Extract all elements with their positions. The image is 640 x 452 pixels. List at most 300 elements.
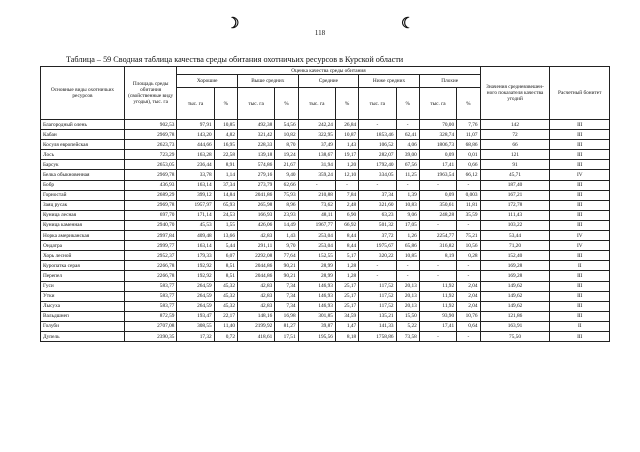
value-cell: 583,77 bbox=[124, 301, 176, 311]
header-unit-ha: тыс. га bbox=[177, 88, 214, 120]
value-cell: 0,66 bbox=[457, 160, 480, 170]
value-cell: 17,32 bbox=[177, 331, 214, 341]
bonitet-cell: III bbox=[550, 150, 610, 160]
bonitet-cell: III bbox=[550, 271, 610, 281]
value-cell: 17,05 bbox=[396, 220, 419, 230]
value-cell: 5,44 bbox=[214, 241, 237, 251]
value-cell: - bbox=[335, 180, 358, 190]
value-cell: 282,07 bbox=[359, 150, 396, 160]
avg-index-cell: 187,40 bbox=[480, 180, 550, 190]
value-cell: 68,86 bbox=[457, 140, 480, 150]
table-row bbox=[41, 241, 610, 251]
value-cell: 2997,84 bbox=[124, 231, 176, 241]
value-cell: 22,58 bbox=[214, 150, 237, 160]
header-area: Площадь среды обитания (свойственные виду угодья), тыс. га bbox=[124, 67, 176, 120]
page-number: 118 bbox=[314, 29, 326, 37]
value-cell: 34,59 bbox=[335, 311, 358, 321]
species-name-cell: Утки bbox=[41, 291, 125, 301]
value-cell: 0,64 bbox=[457, 321, 480, 331]
value-cell: 163,14 bbox=[177, 241, 214, 251]
value-cell: 146,93 bbox=[298, 301, 335, 311]
value-cell: 192,92 bbox=[177, 271, 214, 281]
value-cell: 253,04 bbox=[298, 241, 335, 251]
value-cell: 723,29 bbox=[124, 150, 176, 160]
value-cell: 93,90 bbox=[419, 311, 456, 321]
value-cell: 1957,97 bbox=[177, 200, 214, 210]
value-cell: 90,21 bbox=[275, 271, 298, 281]
value-cell: 2292,08 bbox=[237, 251, 274, 261]
value-cell: 11,81 bbox=[457, 200, 480, 210]
value-cell: 179,33 bbox=[177, 251, 214, 261]
value-cell: 2999,77 bbox=[124, 241, 176, 251]
value-cell: 77,64 bbox=[275, 251, 298, 261]
value-cell: 152,55 bbox=[298, 251, 335, 261]
table-row bbox=[41, 200, 610, 210]
header-quality: Оценка качества среды обитания bbox=[177, 67, 480, 75]
table-row bbox=[41, 160, 610, 170]
value-cell: 16,98 bbox=[275, 311, 298, 321]
value-cell: 1,28 bbox=[335, 271, 358, 281]
bonitet-cell: III bbox=[550, 301, 610, 311]
table-row bbox=[41, 301, 610, 311]
header-unit-ha: тыс. га bbox=[237, 88, 274, 120]
value-cell: - bbox=[457, 180, 480, 190]
value-cell: 10,87 bbox=[335, 130, 358, 140]
avg-index-cell: 111,43 bbox=[480, 210, 550, 220]
value-cell: 5,17 bbox=[335, 251, 358, 261]
value-cell: 501,32 bbox=[359, 220, 396, 230]
value-cell: - bbox=[359, 180, 396, 190]
value-cell: 2199,92 bbox=[237, 321, 274, 331]
species-name-cell: Куропатка серая bbox=[41, 261, 125, 271]
value-cell: 39,00 bbox=[396, 150, 419, 160]
value-cell: 192,92 bbox=[177, 261, 214, 271]
value-cell: 42,83 bbox=[237, 291, 274, 301]
value-cell: 37,72 bbox=[359, 231, 396, 241]
value-cell: 117,52 bbox=[359, 281, 396, 291]
value-cell: 444,66 bbox=[177, 140, 214, 150]
value-cell: 8,51 bbox=[214, 261, 237, 271]
value-cell: 426,06 bbox=[237, 220, 274, 230]
bonitet-cell: III bbox=[550, 180, 610, 190]
value-cell: 45,32 bbox=[214, 281, 237, 291]
table-row bbox=[41, 120, 610, 130]
value-cell: - bbox=[419, 331, 456, 341]
species-name-cell: Дупель bbox=[41, 331, 125, 341]
value-cell: 8,44 bbox=[335, 231, 358, 241]
value-cell: 4,82 bbox=[214, 130, 237, 140]
habitat-quality-table bbox=[40, 66, 610, 342]
value-cell: 17,41 bbox=[419, 160, 456, 170]
value-cell: 2940,70 bbox=[124, 220, 176, 230]
value-cell: 37,34 bbox=[214, 180, 237, 190]
value-cell: 10,56 bbox=[457, 241, 480, 251]
value-cell: 163,28 bbox=[177, 150, 214, 160]
avg-index-cell: 149,62 bbox=[480, 301, 550, 311]
avg-index-cell: 71,20 bbox=[480, 241, 550, 251]
avg-index-cell: 152,40 bbox=[480, 251, 550, 261]
value-cell: 39,87 bbox=[298, 321, 335, 331]
table-row bbox=[41, 180, 610, 190]
value-cell: 138,67 bbox=[298, 150, 335, 160]
value-cell: 66,92 bbox=[335, 220, 358, 230]
value-cell: 9,70 bbox=[275, 241, 298, 251]
value-cell: 25,17 bbox=[335, 291, 358, 301]
value-cell: 228,33 bbox=[237, 140, 274, 150]
value-cell: 10,76 bbox=[457, 311, 480, 321]
value-cell: 236,44 bbox=[177, 160, 214, 170]
value-cell: 10,82 bbox=[275, 130, 298, 140]
species-name-cell: Косуля европейская bbox=[41, 140, 125, 150]
value-cell: 492,38 bbox=[237, 120, 274, 130]
species-name-cell: Кабан bbox=[41, 130, 125, 140]
value-cell: 1806,73 bbox=[419, 140, 456, 150]
bonitet-cell: III bbox=[550, 291, 610, 301]
value-cell: 273,79 bbox=[237, 180, 274, 190]
value-cell: 1853,46 bbox=[359, 130, 396, 140]
value-cell: 35,59 bbox=[457, 210, 480, 220]
value-cell: 5,22 bbox=[396, 321, 419, 331]
value-cell: 75,21 bbox=[457, 231, 480, 241]
value-cell: 73,62 bbox=[298, 200, 335, 210]
value-cell: 9,40 bbox=[275, 170, 298, 180]
header-medium: Средние bbox=[298, 75, 359, 88]
bonitet-cell: IV bbox=[550, 241, 610, 251]
value-cell: 210,88 bbox=[298, 190, 335, 200]
value-cell: 2,04 bbox=[457, 301, 480, 311]
crescent-mark-right-icon: ☾ bbox=[401, 16, 415, 32]
value-cell: 19,24 bbox=[275, 150, 298, 160]
value-cell: 2653,05 bbox=[124, 160, 176, 170]
table-row bbox=[41, 140, 610, 150]
value-cell: 65,86 bbox=[396, 241, 419, 251]
bonitet-cell: III bbox=[550, 130, 610, 140]
value-cell: 7,84 bbox=[335, 190, 358, 200]
value-cell: 9,06 bbox=[396, 210, 419, 220]
header-unit-ha: тыс. га bbox=[298, 88, 335, 120]
avg-index-cell: 121 bbox=[480, 150, 550, 160]
value-cell: 1975,67 bbox=[359, 241, 396, 251]
value-cell: 359,24 bbox=[298, 170, 335, 180]
value-cell: 166,93 bbox=[237, 210, 274, 220]
value-cell: 12,10 bbox=[335, 170, 358, 180]
value-cell: 1967,77 bbox=[298, 220, 335, 230]
value-cell: 8,51 bbox=[214, 271, 237, 281]
table-row bbox=[41, 220, 610, 230]
value-cell: 350,61 bbox=[419, 200, 456, 210]
value-cell: 42,83 bbox=[237, 301, 274, 311]
value-cell: 42,83 bbox=[237, 281, 274, 291]
value-cell: 8,96 bbox=[275, 200, 298, 210]
species-name-cell: Белка обыкновенная bbox=[41, 170, 125, 180]
value-cell: 583,77 bbox=[124, 291, 176, 301]
value-cell: 409,48 bbox=[177, 231, 214, 241]
table-row bbox=[41, 331, 610, 341]
value-cell: 23,93 bbox=[275, 210, 298, 220]
value-cell: 11,07 bbox=[457, 130, 480, 140]
value-cell: 4,06 bbox=[396, 140, 419, 150]
bonitet-cell: IV bbox=[550, 231, 610, 241]
value-cell: 63,23 bbox=[359, 210, 396, 220]
value-cell: 1,26 bbox=[396, 231, 419, 241]
avg-index-cell: 169,28 bbox=[480, 271, 550, 281]
table-row bbox=[41, 291, 610, 301]
avg-index-cell: 72 bbox=[480, 130, 550, 140]
value-cell: 0,72 bbox=[214, 331, 237, 341]
value-cell: 65,93 bbox=[214, 200, 237, 210]
value-cell: 264,59 bbox=[177, 291, 214, 301]
value-cell: 279,16 bbox=[237, 170, 274, 180]
value-cell: 28,99 bbox=[298, 271, 335, 281]
value-cell: 15,50 bbox=[396, 311, 419, 321]
value-cell: 31,94 bbox=[298, 160, 335, 170]
value-cell: 25,17 bbox=[335, 301, 358, 311]
header-good: Хорошие bbox=[177, 75, 238, 88]
species-name-cell: Бобр bbox=[41, 180, 125, 190]
value-cell: 11,92 bbox=[419, 301, 456, 311]
value-cell: 90,21 bbox=[275, 261, 298, 271]
value-cell: 2266,78 bbox=[124, 271, 176, 281]
table-row bbox=[41, 321, 610, 331]
species-name-cell: Куница каменная bbox=[41, 220, 125, 230]
value-cell: 11,92 bbox=[419, 281, 456, 291]
bonitet-cell: III bbox=[550, 210, 610, 220]
value-cell: 2969,78 bbox=[124, 170, 176, 180]
value-cell: 2,04 bbox=[457, 291, 480, 301]
value-cell: 20,13 bbox=[396, 281, 419, 291]
value-cell: - bbox=[396, 271, 419, 281]
value-cell: - bbox=[396, 261, 419, 271]
value-cell: 322,95 bbox=[298, 130, 335, 140]
header-bonitet: Расчетный бонитет bbox=[550, 67, 610, 120]
table-row bbox=[41, 210, 610, 220]
value-cell: 13,66 bbox=[214, 231, 237, 241]
value-cell: 8,44 bbox=[335, 241, 358, 251]
bonitet-cell: III bbox=[550, 120, 610, 130]
value-cell: 10,83 bbox=[396, 200, 419, 210]
value-cell: 1,39 bbox=[396, 190, 419, 200]
value-cell: 17,51 bbox=[275, 331, 298, 341]
value-cell: 28,99 bbox=[298, 261, 335, 271]
header-below: Ниже средних bbox=[359, 75, 420, 88]
avg-index-cell: 169,28 bbox=[480, 261, 550, 271]
value-cell: 399,12 bbox=[177, 190, 214, 200]
value-cell: 2,04 bbox=[457, 281, 480, 291]
value-cell: 0,28 bbox=[457, 251, 480, 261]
species-name-cell: Перепел bbox=[41, 271, 125, 281]
table-row bbox=[41, 251, 610, 261]
value-cell: 6,90 bbox=[335, 210, 358, 220]
avg-index-cell: 149,62 bbox=[480, 281, 550, 291]
value-cell: 37,34 bbox=[359, 190, 396, 200]
value-cell: 2041,86 bbox=[237, 190, 274, 200]
value-cell: - bbox=[457, 331, 480, 341]
value-cell: 265,98 bbox=[237, 200, 274, 210]
value-cell: 193,47 bbox=[177, 311, 214, 321]
value-cell: 242,24 bbox=[298, 120, 335, 130]
value-cell: 8,91 bbox=[214, 160, 237, 170]
value-cell: 7,34 bbox=[275, 281, 298, 291]
table-row bbox=[41, 261, 610, 271]
species-name-cell: Вальдшнеп bbox=[41, 311, 125, 321]
value-cell: 25,17 bbox=[335, 281, 358, 291]
value-cell: 81,27 bbox=[275, 321, 298, 331]
value-cell: 97,91 bbox=[177, 120, 214, 130]
avg-index-cell: 163,91 bbox=[480, 321, 550, 331]
table-body bbox=[41, 120, 610, 342]
value-cell: 11,25 bbox=[396, 170, 419, 180]
header-unit-pct: % bbox=[214, 88, 237, 120]
header-species: Основные виды охотничьих ресурсов bbox=[41, 67, 125, 120]
value-cell: 33,78 bbox=[177, 170, 214, 180]
value-cell: 146,93 bbox=[298, 291, 335, 301]
value-cell: 14,49 bbox=[275, 220, 298, 230]
value-cell: 264,59 bbox=[177, 281, 214, 291]
species-name-cell: Благородный олень bbox=[41, 120, 125, 130]
header-above: Выше средних bbox=[237, 75, 298, 88]
bonitet-cell: III bbox=[550, 311, 610, 321]
value-cell: 1,47 bbox=[335, 321, 358, 331]
value-cell: 418,61 bbox=[237, 331, 274, 341]
value-cell: 62,66 bbox=[275, 180, 298, 190]
species-name-cell: Ондатра bbox=[41, 241, 125, 251]
value-cell: 8,18 bbox=[335, 331, 358, 341]
value-cell: - bbox=[396, 120, 419, 130]
avg-index-cell: 172,78 bbox=[480, 200, 550, 210]
value-cell: - bbox=[419, 180, 456, 190]
value-cell: 436,93 bbox=[124, 180, 176, 190]
value-cell: 20,13 bbox=[396, 291, 419, 301]
value-cell: 117,52 bbox=[359, 291, 396, 301]
avg-index-cell: 75,50 bbox=[480, 331, 550, 341]
bonitet-cell: III bbox=[550, 331, 610, 341]
bonitet-cell: III bbox=[550, 160, 610, 170]
value-cell: 19,17 bbox=[335, 150, 358, 160]
value-cell: 321,42 bbox=[237, 130, 274, 140]
value-cell: 143,20 bbox=[177, 130, 214, 140]
value-cell: 2044,86 bbox=[237, 261, 274, 271]
bonitet-cell: III bbox=[550, 190, 610, 200]
value-cell: 148,16 bbox=[237, 311, 274, 321]
value-cell: 334,05 bbox=[359, 170, 396, 180]
value-cell: 146,93 bbox=[298, 281, 335, 291]
value-cell: 8,70 bbox=[275, 140, 298, 150]
value-cell: 54,56 bbox=[275, 120, 298, 130]
bonitet-cell: III bbox=[550, 140, 610, 150]
species-name-cell: Хорь лесной bbox=[41, 251, 125, 261]
header-unit-pct: % bbox=[457, 88, 480, 120]
species-name-cell: Лысуха bbox=[41, 301, 125, 311]
value-cell: 2623,73 bbox=[124, 140, 176, 150]
value-cell: 1963,54 bbox=[419, 170, 456, 180]
value-cell: 14,84 bbox=[214, 190, 237, 200]
value-cell: 7,76 bbox=[457, 120, 480, 130]
header-unit-pct: % bbox=[396, 88, 419, 120]
species-name-cell: Барсук bbox=[41, 160, 125, 170]
header-unit-pct: % bbox=[335, 88, 358, 120]
avg-index-cell: 66 bbox=[480, 140, 550, 150]
avg-index-cell: 53,44 bbox=[480, 231, 550, 241]
value-cell: 20,13 bbox=[396, 301, 419, 311]
value-cell: 7,34 bbox=[275, 301, 298, 311]
value-cell: 2969,78 bbox=[124, 200, 176, 210]
value-cell: - bbox=[457, 271, 480, 281]
bonitet-cell: III bbox=[550, 281, 610, 291]
table-row bbox=[41, 150, 610, 160]
value-cell: 316,82 bbox=[419, 241, 456, 251]
bonitet-cell: II bbox=[550, 321, 610, 331]
value-cell: 583,77 bbox=[124, 281, 176, 291]
value-cell: 291,11 bbox=[237, 241, 274, 251]
value-cell: 171,14 bbox=[177, 210, 214, 220]
value-cell: 0,01 bbox=[457, 150, 480, 160]
value-cell: 1,20 bbox=[335, 160, 358, 170]
bonitet-cell: III bbox=[550, 220, 610, 230]
bonitet-cell: IV bbox=[550, 170, 610, 180]
value-cell: - bbox=[359, 261, 396, 271]
value-cell: 45,53 bbox=[177, 220, 214, 230]
value-cell: 45,32 bbox=[214, 291, 237, 301]
table-row bbox=[41, 231, 610, 241]
header-unit-ha: тыс. га bbox=[419, 88, 456, 120]
table-row bbox=[41, 281, 610, 291]
species-name-cell: Горностай bbox=[41, 190, 125, 200]
avg-index-cell: 167,21 bbox=[480, 190, 550, 200]
value-cell: - bbox=[419, 220, 456, 230]
value-cell: 139,18 bbox=[237, 150, 274, 160]
table-row bbox=[41, 170, 610, 180]
value-cell: 75,93 bbox=[275, 190, 298, 200]
value-cell: 248,28 bbox=[419, 210, 456, 220]
value-cell: 48,11 bbox=[298, 210, 335, 220]
value-cell: 2707,08 bbox=[124, 321, 176, 331]
value-cell: 0,09 bbox=[419, 150, 456, 160]
value-cell: 2390,35 bbox=[124, 331, 176, 341]
value-cell: 2254,77 bbox=[419, 231, 456, 241]
table-caption: Таблица – 59 Сводная таблица качества среды обитания охотничьих ресурсов в Курской области bbox=[66, 55, 404, 64]
value-cell: 6,07 bbox=[214, 251, 237, 261]
value-cell: 321,60 bbox=[359, 200, 396, 210]
value-cell: - bbox=[359, 271, 396, 281]
species-name-cell: Лось bbox=[41, 150, 125, 160]
avg-index-cell: 91 bbox=[480, 160, 550, 170]
species-name-cell: Норка американская bbox=[41, 231, 125, 241]
species-name-cell: Куница лесная bbox=[41, 210, 125, 220]
value-cell: 67,56 bbox=[396, 160, 419, 170]
header-poor: Плохие bbox=[419, 75, 480, 88]
value-cell: - bbox=[396, 180, 419, 190]
value-cell: 2044,86 bbox=[237, 271, 274, 281]
avg-index-cell: 103,22 bbox=[480, 220, 550, 230]
value-cell: 0,003 bbox=[457, 190, 480, 200]
species-name-cell: Гуси bbox=[41, 281, 125, 291]
value-cell: 62,41 bbox=[396, 130, 419, 140]
value-cell: 11,40 bbox=[214, 321, 237, 331]
value-cell: 8,19 bbox=[419, 251, 456, 261]
value-cell: - bbox=[359, 120, 396, 130]
header-avg-index: Значения средневзвешен-ного показателя качества угодий bbox=[480, 67, 550, 120]
value-cell: 10,85 bbox=[396, 251, 419, 261]
bonitet-cell: II bbox=[550, 261, 610, 271]
value-cell: 11,92 bbox=[419, 291, 456, 301]
value-cell: 308,55 bbox=[177, 321, 214, 331]
value-cell: 902,53 bbox=[124, 120, 176, 130]
value-cell: 2,48 bbox=[335, 200, 358, 210]
header-unit-pct: % bbox=[275, 88, 298, 120]
species-name-cell: Голуби bbox=[41, 321, 125, 331]
value-cell: 163,14 bbox=[177, 180, 214, 190]
table-row bbox=[41, 271, 610, 281]
